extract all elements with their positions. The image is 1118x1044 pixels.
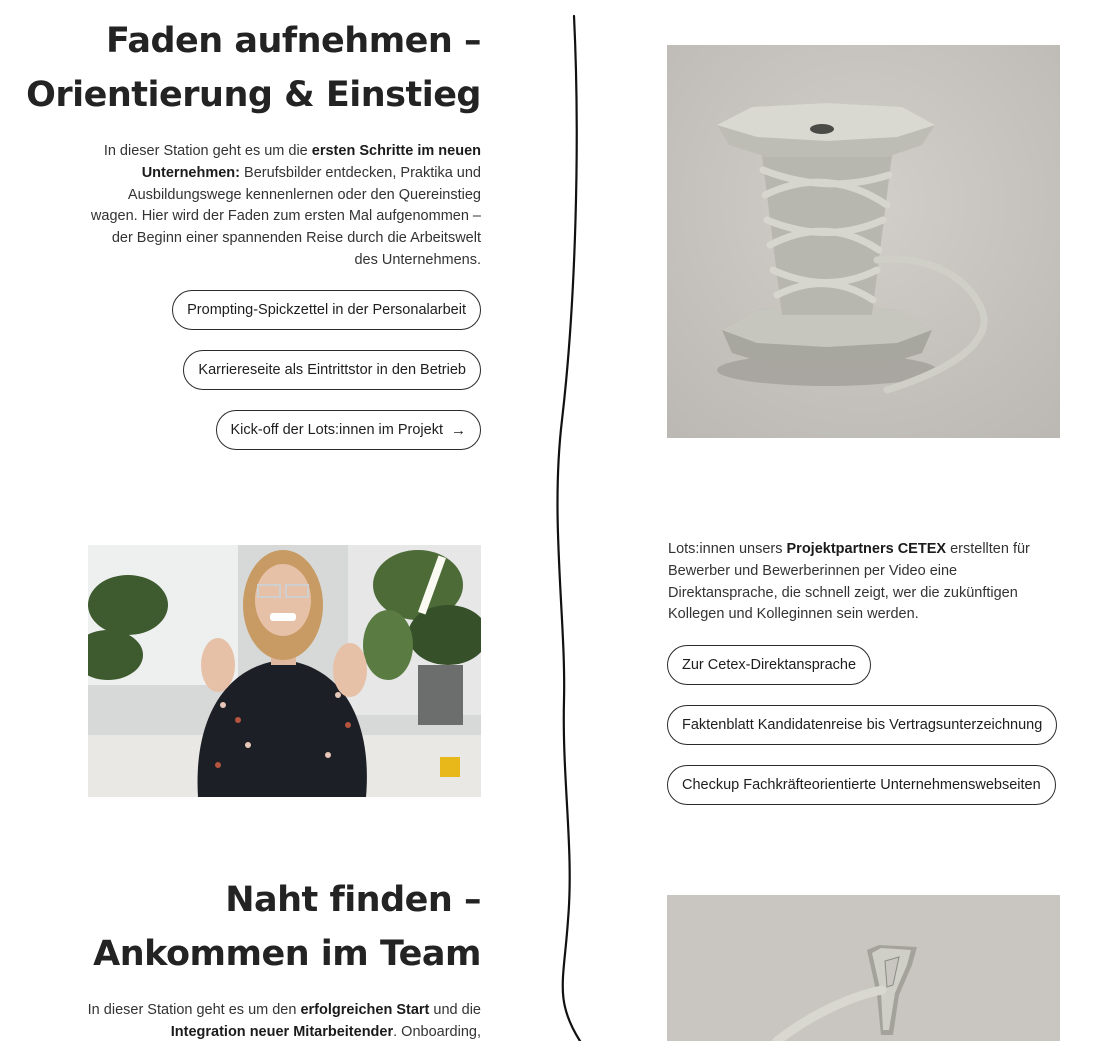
arrow-right-icon: → xyxy=(451,421,466,439)
paper-thread-spool-image xyxy=(667,45,1060,438)
checkup-webseiten-button[interactable]: Checkup Fachkräfteorientierte Unternehmenswebseiten xyxy=(667,765,1056,805)
station-title xyxy=(1,873,481,981)
station-title-line1: Naht finden – xyxy=(225,880,481,920)
kickoff-lotsinnen-button[interactable]: Kick-off der Lots:innen im Projekt → xyxy=(216,410,482,450)
station-title-line2: Orientierung & Einstieg xyxy=(26,75,481,115)
faktenblatt-kandidatenreise-button[interactable]: Faktenblatt Kandidatenreise bis Vertragsunterzeichnung xyxy=(667,705,1057,745)
cetex-description: Lots:innen unsers Projektpartners CETEX erstellten für Bewerber und Bewerberinnen per Video eine Direktansprache, die schnell zeigt, wer die zukünftigen Kollegen und Kolleginnen sein werden. xyxy=(668,541,1030,623)
station-title xyxy=(1,14,481,122)
station-title-line2: Ankommen im Team xyxy=(93,934,481,974)
cetex-direktansprache-button[interactable]: Zur Cetex-Direktansprache xyxy=(667,645,871,685)
station-title-line1: Faden aufnehmen – xyxy=(105,21,481,61)
paper-needle-image xyxy=(667,895,1060,1041)
prompting-spickzettel-button[interactable]: Prompting-Spickzettel in der Personalarbeit xyxy=(172,290,481,330)
station-intro: In dieser Station geht es um die ersten Schritte im neuen Unternehmen: Berufsbilder entdecken, Praktika und Ausbildungswege kennenlernen oder den Quereinstieg wagen. Hier wird der Faden zum ersten Mal aufgenommen – der Beginn einer spannenden Reise durch die Arbeitswelt des Unternehmens. xyxy=(90,143,481,268)
station-intro: In dieser Station geht es um den erfolgreichen Start und die Integration neuer Mitarbeitender. Onboarding, xyxy=(87,1002,481,1040)
thread-line xyxy=(540,0,600,1041)
video-thumbnail-woman-image[interactable] xyxy=(88,545,481,797)
karriereseite-button[interactable]: Karriereseite als Eintrittstor in den Betrieb xyxy=(183,350,481,390)
